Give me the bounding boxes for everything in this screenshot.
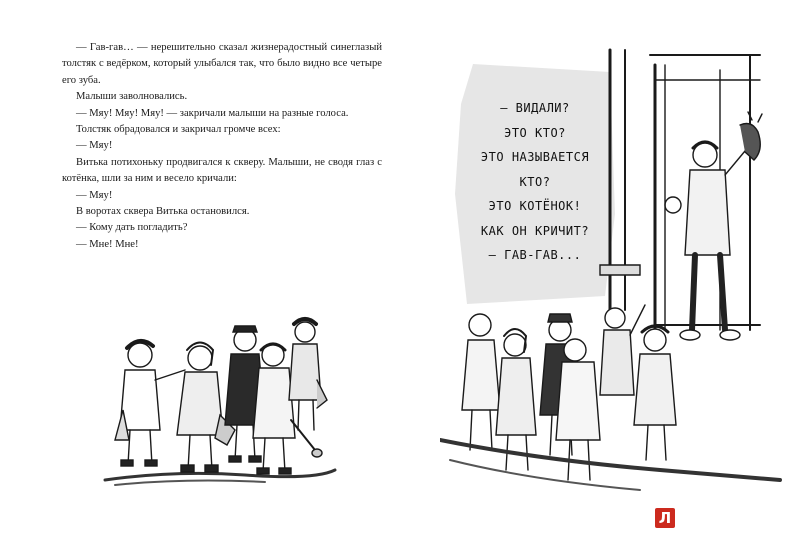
paragraph: — Гав-гав… — нерешительно сказал жизнерадостный синеглазый толстяк с ведёрком, который улыбался так, что было видно все четыре его зуба.	[62, 42, 382, 86]
speech-line: ЭТО КТО?	[504, 125, 566, 140]
publisher-logo	[655, 508, 675, 528]
paragraph: Толстяк обрадовался и закричал громче всех:	[76, 124, 281, 136]
children-group-illustration	[95, 310, 340, 490]
speech-line: КАК ОН КРИЧИТ?	[480, 223, 590, 238]
logo-letter: Л	[658, 509, 672, 527]
paragraph: — Мяу! Мяу! Мяу! — закричали малыши на разные голоса.	[76, 107, 349, 119]
speech-line: КТО?	[519, 174, 551, 189]
gate-scene-illustration	[440, 40, 785, 500]
speech-line: ЭТО НАЗЫВАЕТСЯ	[480, 150, 590, 164]
paragraph: — Мне! Мне!	[76, 238, 139, 250]
paragraph: — Мяу!	[76, 189, 113, 201]
story-text	[62, 40, 382, 253]
paragraph: — Кому дать погладить?	[76, 222, 188, 234]
speech-line: ЭТО КОТЁНОК!	[488, 199, 582, 213]
paragraph: Витька потихоньку продвигался к скверу. Малыши, не сводя глаз с котёнка, шли за ним и весело кричали:	[62, 156, 382, 185]
paragraph: В воротах сквера Витька остановился.	[76, 206, 250, 218]
paragraph: — Мяу!	[76, 140, 113, 152]
paragraph: Малыши заволновались.	[76, 91, 188, 103]
speech-line: – ГАВ-ГАВ...	[488, 248, 582, 262]
speech-line: – ВИДАЛИ?	[500, 101, 570, 115]
